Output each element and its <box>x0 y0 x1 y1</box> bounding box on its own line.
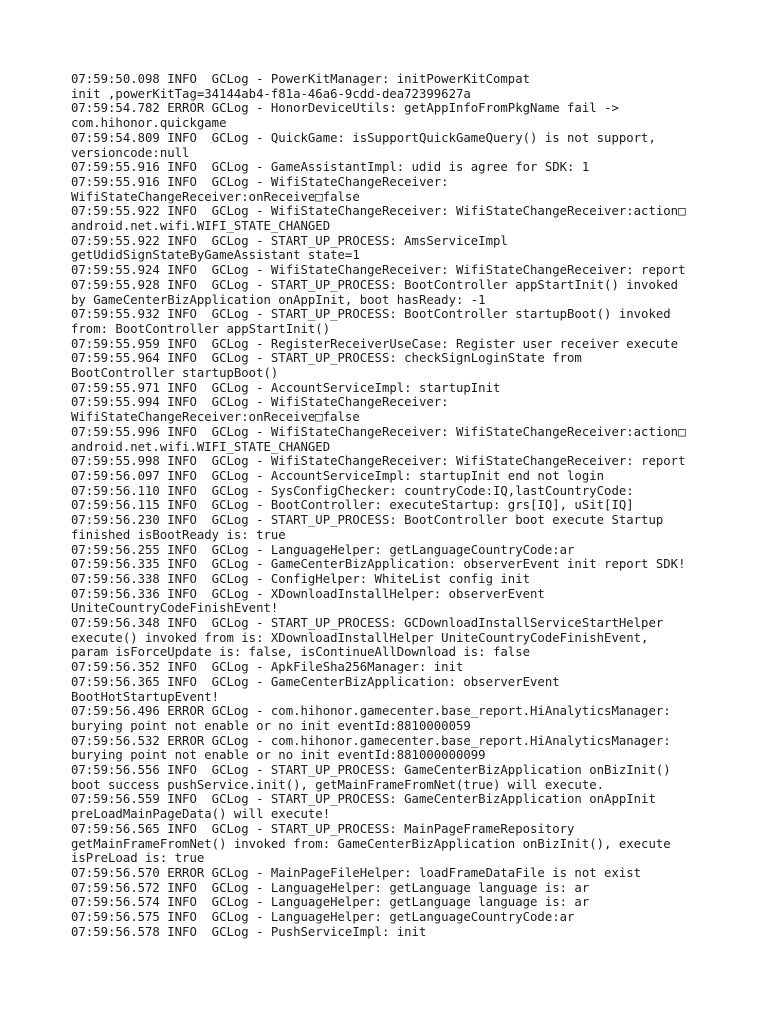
log-line: 07:59:56.255 INFO GCLog - LanguageHelper: getLanguageCountryCode:ar <box>71 542 575 557</box>
log-line: 07:59:56.230 INFO GCLog - START_UP_PROCESS: BootController boot execute Startup <box>71 513 664 528</box>
log-line: 07:59:55.922 INFO GCLog - WifiStateChangeReceiver: WifiStateChangeReceiver:action□ <box>71 204 686 219</box>
log-line: 07:59:56.336 INFO GCLog - XDownloadInstallHelper: observerEvent <box>71 586 545 601</box>
log-line: execute() invoked from is: XDownloadInstallHelper UniteCountryCodeFinishEvent, <box>71 630 649 645</box>
log-line: from: BootController appStartInit() <box>71 321 331 336</box>
log-line: 07:59:55.964 INFO GCLog - START_UP_PROCESS: checkSignLoginState from <box>71 351 582 366</box>
log-line: preLoadMainPageData() will execute! <box>71 807 331 822</box>
log-line: 07:59:55.971 INFO GCLog - AccountServiceImpl: startupInit <box>71 380 501 395</box>
log-line: 07:59:56.338 INFO GCLog - ConfigHelper: WhiteList config init <box>71 571 531 586</box>
log-line: 07:59:56.532 ERROR GCLog - com.hihonor.gamecenter.base_report.HiAnalyticsManager: <box>71 733 671 748</box>
log-line: 07:59:55.924 INFO GCLog - WifiStateChangeReceiver: WifiStateChangeReceiver: report <box>71 263 686 278</box>
log-line: versioncode:null <box>71 145 190 160</box>
log-document <box>71 72 731 939</box>
log-line: 07:59:55.922 INFO GCLog - START_UP_PROCESS: AmsServiceImpl <box>71 233 508 248</box>
log-line: 07:59:55.916 INFO GCLog - WifiStateChangeReceiver: <box>71 174 449 189</box>
log-line: 07:59:56.556 INFO GCLog - START_UP_PROCESS: GameCenterBizApplication onBizInit() <box>71 763 671 778</box>
log-line: android.net.wifi.WIFI_STATE_CHANGED <box>71 439 331 454</box>
log-line: com.hihonor.quickgame <box>71 116 227 131</box>
log-line: 07:59:55.998 INFO GCLog - WifiStateChangeReceiver: WifiStateChangeReceiver: report <box>71 454 686 469</box>
log-line: 07:59:56.575 INFO GCLog - LanguageHelper: getLanguageCountryCode:ar <box>71 910 575 925</box>
log-line: finished isBootReady is: true <box>71 527 286 542</box>
log-line: getMainFrameFromNet() invoked from: GameCenterBizApplication onBizInit(), execute <box>71 836 671 851</box>
log-line: 07:59:56.565 INFO GCLog - START_UP_PROCESS: MainPageFrameRepository <box>71 821 575 836</box>
log-line: 07:59:56.496 ERROR GCLog - com.hihonor.gamecenter.base_report.HiAnalyticsManager: <box>71 704 671 719</box>
log-line: 07:59:56.335 INFO GCLog - GameCenterBizApplication: observerEvent init report SDK! <box>71 557 686 572</box>
log-line: 07:59:56.348 INFO GCLog - START_UP_PROCESS: GCDownloadInstallServiceStartHelper <box>71 616 664 631</box>
log-line: 07:59:56.574 INFO GCLog - LanguageHelper: getLanguage language is: ar <box>71 895 590 910</box>
log-line: param isForceUpdate is: false, isContinueAllDownload is: false <box>71 645 531 660</box>
log-line: 07:59:56.578 INFO GCLog - PushServiceImpl: init <box>71 924 427 939</box>
log-line: 07:59:56.115 INFO GCLog - BootController: executeStartup: grs[IQ], uSit[IQ] <box>71 498 634 513</box>
log-line: 07:59:55.959 INFO GCLog - RegisterReceiverUseCase: Register user receiver execute <box>71 336 679 351</box>
log-line: 07:59:56.097 INFO GCLog - AccountServiceImpl: startupInit end not login <box>71 468 605 483</box>
log-line: 07:59:56.570 ERROR GCLog - MainPageFileHelper: loadFrameDataFile is not exist <box>71 865 642 880</box>
log-line: 07:59:54.809 INFO GCLog - QuickGame: isSupportQuickGameQuery() is not support, <box>71 130 656 145</box>
log-line: 07:59:55.996 INFO GCLog - WifiStateChangeReceiver: WifiStateChangeReceiver:action□ <box>71 424 686 439</box>
log-line: 07:59:54.782 ERROR GCLog - HonorDeviceUtils: getAppInfoFromPkgName fail -> <box>71 101 619 116</box>
log-line: 07:59:56.365 INFO GCLog - GameCenterBizApplication: observerEvent <box>71 674 560 689</box>
log-line: init ,powerKitTag=34144ab4-f81a-46a6-9cdd-dea72399627a <box>71 86 471 101</box>
log-line: by GameCenterBizApplication onAppInit, boot hasReady: -1 <box>71 292 486 307</box>
log-line: burying point not enable or no init eventId:8810000059 <box>71 718 471 733</box>
log-line: android.net.wifi.WIFI_STATE_CHANGED <box>71 219 331 234</box>
log-line: 07:59:55.928 INFO GCLog - START_UP_PROCESS: BootController appStartInit() invoked <box>71 277 679 292</box>
log-line: 07:59:50.098 INFO GCLog - PowerKitManager: initPowerKitCompat <box>71 72 531 86</box>
log-line: BootHotStartupEvent! <box>71 689 220 704</box>
log-line: 07:59:56.572 INFO GCLog - LanguageHelper: getLanguage language is: ar <box>71 880 590 895</box>
log-line: BootController startupBoot() <box>71 366 279 381</box>
log-line: WifiStateChangeReceiver:onReceive□false <box>71 410 360 425</box>
log-line: UniteCountryCodeFinishEvent! <box>71 601 279 616</box>
log-line: 07:59:55.916 INFO GCLog - GameAssistantImpl: udid is agree for SDK: 1 <box>71 160 590 175</box>
log-line: 07:59:56.559 INFO GCLog - START_UP_PROCESS: GameCenterBizApplication onAppInit <box>71 792 656 807</box>
log-line: 07:59:56.352 INFO GCLog - ApkFileSha256Manager: init <box>71 660 464 675</box>
log-line: getUdidSignStateByGameAssistant state=1 <box>71 248 360 263</box>
log-line: 07:59:55.994 INFO GCLog - WifiStateChangeReceiver: <box>71 395 449 410</box>
log-line: 07:59:56.110 INFO GCLog - SysConfigChecker: countryCode:IQ,lastCountryCode: <box>71 483 634 498</box>
log-line: boot success pushService.init(), getMainFrameFromNet(true) will execute. <box>71 777 605 792</box>
log-line: isPreLoad is: true <box>71 851 205 866</box>
log-line: burying point not enable or no init eventId:881000000099 <box>71 748 486 763</box>
log-line: WifiStateChangeReceiver:onReceive□false <box>71 189 360 204</box>
log-line: 07:59:55.932 INFO GCLog - START_UP_PROCESS: BootController startupBoot() invoked <box>71 307 671 322</box>
